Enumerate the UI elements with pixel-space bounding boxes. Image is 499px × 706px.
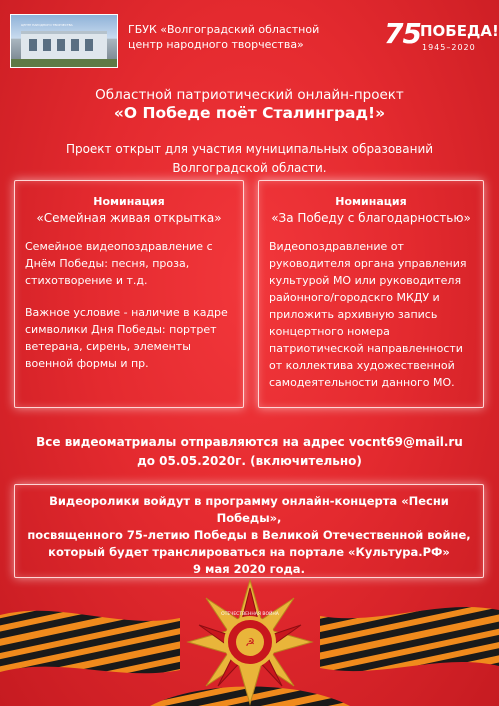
window-shape <box>57 39 65 51</box>
nomination-label: Номинация <box>335 195 407 208</box>
title-line-1: Областной патриотический онлайн-проект <box>95 87 404 103</box>
nomination-box-gratitude <box>258 180 484 408</box>
nomination-heading <box>269 194 473 226</box>
nomination-condition: Важное условие - наличие в кадре символики Дня Победы: портрет ветерана, сирень, элементы военной формы и пр. <box>25 306 228 370</box>
submission-info <box>0 433 499 471</box>
header <box>10 14 499 72</box>
title-line-2: «О Победе поёт Сталинград!» <box>113 104 386 122</box>
ribbon-left <box>0 611 180 674</box>
window-shape <box>29 39 37 51</box>
victory-75-logo <box>384 17 499 62</box>
nomination-heading <box>25 194 233 226</box>
concert-date: 9 мая 2020 года. <box>193 562 305 576</box>
submission-line-1: Все видеоматриалы отправляются на адрес vocnt69@mail.ru <box>36 435 463 449</box>
nomination-description: Семейное видеопоздравление с Днём Победы: песня, проза, стихотворение и т.д. <box>25 240 213 287</box>
page-title <box>0 86 499 122</box>
submission-deadline: до 05.05.2020г. (включительно) <box>137 454 362 468</box>
order-ring-text: ОТЕЧЕСТВЕННАЯ ВОЙНА <box>221 612 279 617</box>
ribbon-right <box>320 607 499 671</box>
st-george-ribbon-and-order <box>0 560 499 706</box>
logo-years: 1945–2020 <box>422 43 476 52</box>
nomination-description: Видеопоздравление от руководителя органа управления культурой МО или руководителя районного/городскго МКДУ и приложить архивную запись концертного номера патриотической направленности от коллектива художественной самодеятельности данного МО. <box>269 240 467 389</box>
subtitle-line-2: Волгоградской области. <box>172 161 327 175</box>
window-shape <box>85 39 93 51</box>
window-shape <box>71 39 79 51</box>
concert-line-3: который будет транслироваться на портале «Культура.РФ» <box>48 545 450 559</box>
organization-name <box>128 22 328 52</box>
grass-strip <box>11 59 117 67</box>
building-photo <box>10 14 118 68</box>
photo-sign: ЦЕНТР НАРОДНОГО ТВОРЧЕСТВА <box>21 23 73 27</box>
hammer-sickle-icon: ☭ <box>245 636 255 649</box>
org-line-2: центр народного творчества» <box>128 38 304 51</box>
nomination-name: «Семейная живая открытка» <box>36 211 222 225</box>
nomination-name: «За Победу с благодарностью» <box>271 211 471 225</box>
org-line-1: ГБУК «Волгоградский областной <box>128 23 320 36</box>
nomination-box-family <box>14 180 244 408</box>
nomination-label: Номинация <box>93 195 165 208</box>
order-of-patriotic-war <box>188 580 312 704</box>
subtitle-line-1: Проект открыт для участия муниципальных образований <box>65 142 434 156</box>
subtitle <box>40 140 459 178</box>
logo-word: ПОБЕДА! <box>420 22 499 40</box>
concert-line-2: посвященного 75-летию Победы в Великой Отечественной войне, <box>27 528 471 542</box>
logo-number: 75 <box>384 17 421 50</box>
concert-line-1: Видеоролики войдут в программу онлайн-концерта «Песни Победы», <box>49 494 449 525</box>
window-shape <box>43 39 51 51</box>
